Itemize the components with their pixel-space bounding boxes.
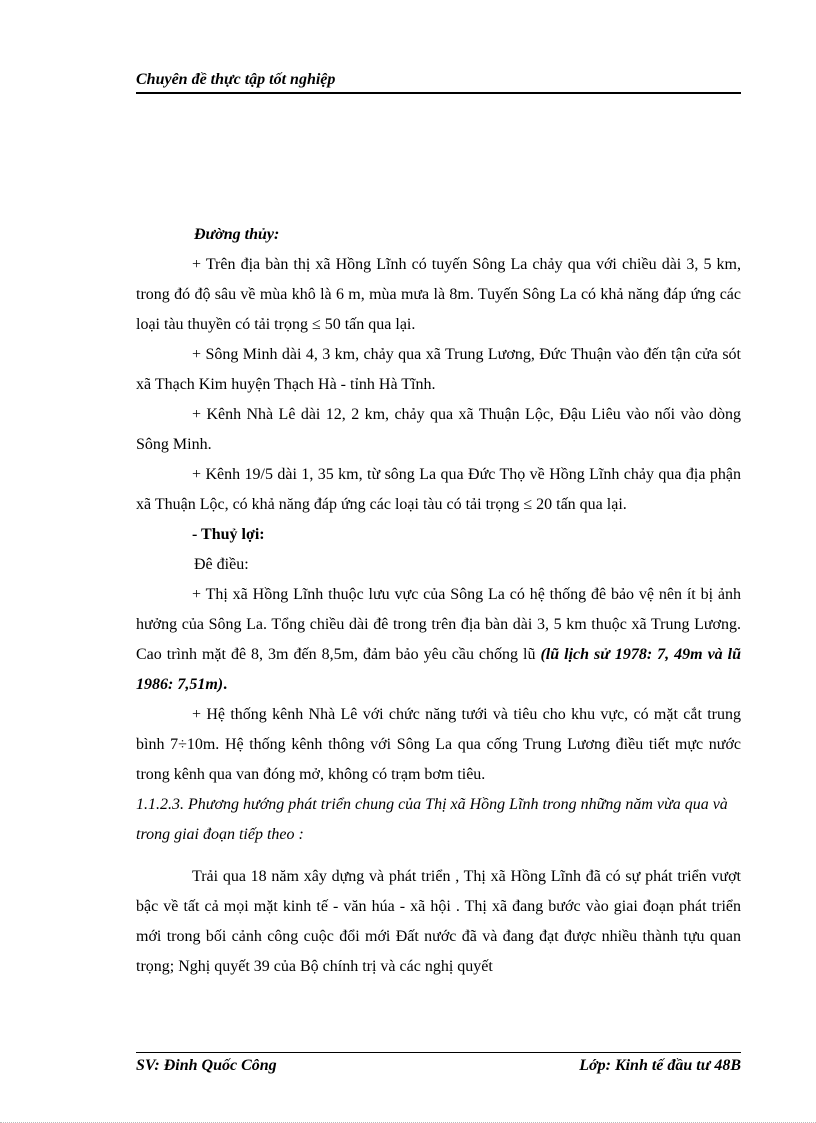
- paragraph-kenh-nha-le: + Kênh Nhà Lê dài 12, 2 km, chảy qua xã Thuận Lộc, Đậu Liêu vào nối vào dòng Sông Minh.: [136, 406, 741, 453]
- footer-student: SV: Đinh Quốc Công: [136, 1057, 277, 1074]
- document-body: [136, 220, 741, 982]
- subheading-de-dieu: Đê điều:: [194, 556, 249, 573]
- paragraph-de-dieu: [136, 580, 741, 700]
- paragraph-phuong-huong: Trải qua 18 năm xây dựng và phát triển , Thị xã Hồng Lĩnh đã có sự phát triển vượt bậc về tất cả mọi mặt kinh tế - văn húa - xã hội . Thị xã đang bước vào giai đoạn phát triển mới trong bối cảnh công cuộc đổi mới Đất nước đã và đang đạt được nhiều thành tựu quan trọng; Nghị quyết 39 của Bộ chính trị và các nghị quyết: [136, 868, 741, 975]
- de-dieu-text: + Thị xã Hồng Lĩnh thuộc lưu vực của Sông La có hệ thống đê bảo vệ nên ít bị ảnh hưởng của Sông La. Tổng chiều dài đê trong trên địa bàn dài 3, 5 km thuộc xã Trung Lương. Cao trình mặt đê 8, 3m đến 8,5m, đảm bảo yêu cầu chống lũ: [136, 586, 741, 663]
- de-dieu-flood-note: (lũ lịch sử 1978: 7, 49m và lũ 1986: 7,51m): [136, 646, 742, 693]
- heading-duong-thuy: Đường thủy:: [194, 226, 280, 243]
- paragraph-kenh-system: + Hệ thống kênh Nhà Lê với chức năng tưới và tiêu cho khu vực, có mặt cắt trung bình 7÷10m. Hệ thống kênh thông với Sông La qua cống Trung Lương điều tiết mực nước trong kênh qua van đóng mở, không có trạm bơm tiêu.: [136, 706, 741, 783]
- de-dieu-end: .: [223, 676, 228, 693]
- paragraph-song-la: + Trên địa bàn thị xã Hồng Lĩnh có tuyến Sông La chảy qua với chiều dài 3, 5 km, trong đó độ sâu về mùa khô là 6 m, mùa mưa là 8m. Tuyến Sông La có khả năng đáp ứng các loại tàu thuyền có tải trọng ≤ 50 tấn qua lại.: [136, 256, 741, 333]
- page-footer: [136, 1052, 741, 1074]
- header-title: Chuyên đề thực tập tốt nghiệp: [136, 71, 336, 88]
- heading-thuy-loi: - Thuỷ lợi:: [192, 526, 265, 543]
- paragraph-song-minh: + Sông Minh dài 4, 3 km, chảy qua xã Trung Lương, Đức Thuận vào đến tận cửa sót xã Thạch Kim huyện Thạch Hà - tỉnh Hà Tĩnh.: [136, 346, 741, 393]
- paragraph-kenh-19-5: + Kênh 19/5 dài 1, 35 km, từ sông La qua Đức Thọ về Hồng Lĩnh chảy qua địa phận xã Thuận Lộc, có khả năng đáp ứng các loại tàu có tải trọng ≤ 20 tấn qua lại.: [136, 466, 741, 513]
- footer-class: Lớp: Kinh tế đầu tư 48B: [579, 1057, 741, 1074]
- page-header: [136, 66, 741, 94]
- section-heading-phuong-huong: 1.1.2.3. Phương hướng phát triển chung của Thị xã Hồng Lĩnh trong những năm vừa qua và trong giai đoạn tiếp theo :: [136, 796, 728, 843]
